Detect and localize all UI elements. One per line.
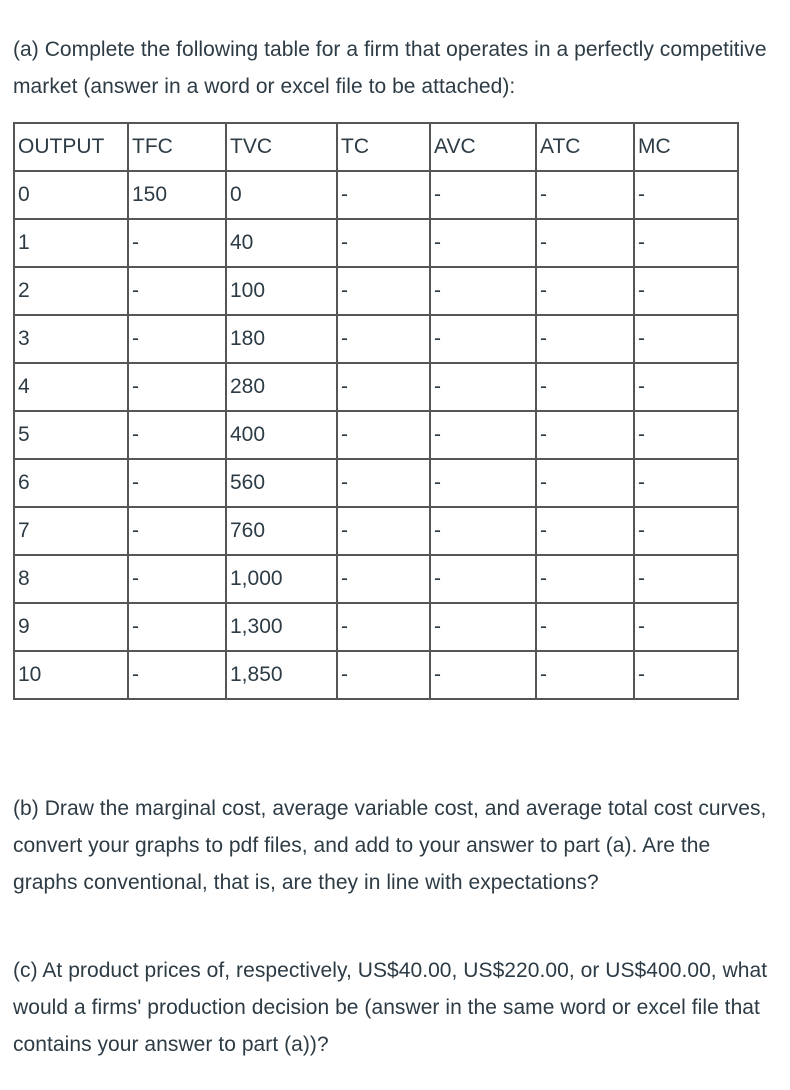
table-cell: - bbox=[128, 651, 226, 699]
table-cell: - bbox=[634, 315, 738, 363]
table-cell: - bbox=[128, 459, 226, 507]
table-cell: 760 bbox=[226, 507, 337, 555]
table-cell: - bbox=[634, 363, 738, 411]
table-cell: 0 bbox=[226, 171, 337, 219]
table-cell: - bbox=[634, 507, 738, 555]
table-row bbox=[14, 315, 738, 363]
table-cell: 3 bbox=[14, 315, 128, 363]
table-cell: - bbox=[430, 315, 536, 363]
table-cell: - bbox=[430, 267, 536, 315]
column-header-tc: TC bbox=[337, 123, 430, 171]
table-cell: - bbox=[337, 555, 430, 603]
table-cell: - bbox=[536, 219, 634, 267]
table-cell: - bbox=[634, 603, 738, 651]
part-a-instructions: (a) Complete the following table for a firm that operates in a perfectly competitive market (answer in a word or excel file to be attached): bbox=[13, 38, 767, 98]
table-cell: - bbox=[536, 555, 634, 603]
table-cell: - bbox=[430, 603, 536, 651]
table-cell: - bbox=[536, 171, 634, 219]
table-cell: - bbox=[430, 219, 536, 267]
table-cell: - bbox=[337, 219, 430, 267]
table-row bbox=[14, 459, 738, 507]
cost-table bbox=[13, 122, 739, 700]
table-cell: - bbox=[430, 651, 536, 699]
table-row bbox=[14, 651, 738, 699]
table-cell: - bbox=[634, 219, 738, 267]
table-cell: 1,000 bbox=[226, 555, 337, 603]
table-cell: 560 bbox=[226, 459, 337, 507]
table-cell: - bbox=[337, 651, 430, 699]
table-cell: 8 bbox=[14, 555, 128, 603]
table-cell: - bbox=[536, 459, 634, 507]
table-row bbox=[14, 363, 738, 411]
table-cell: 100 bbox=[226, 267, 337, 315]
table-row bbox=[14, 171, 738, 219]
table-cell: - bbox=[634, 411, 738, 459]
table-cell: 0 bbox=[14, 171, 128, 219]
table-cell: - bbox=[337, 363, 430, 411]
table-cell: 1,850 bbox=[226, 651, 337, 699]
table-cell: - bbox=[337, 411, 430, 459]
table-cell: - bbox=[430, 555, 536, 603]
table-row bbox=[14, 507, 738, 555]
table-cell: 5 bbox=[14, 411, 128, 459]
table-cell: - bbox=[634, 267, 738, 315]
table-cell: - bbox=[128, 603, 226, 651]
table-cell: - bbox=[536, 363, 634, 411]
table-cell: 400 bbox=[226, 411, 337, 459]
table-row bbox=[14, 603, 738, 651]
table-cell: 1,300 bbox=[226, 603, 337, 651]
table-cell: 1 bbox=[14, 219, 128, 267]
table-cell: - bbox=[128, 411, 226, 459]
table-cell: - bbox=[337, 171, 430, 219]
table-cell: - bbox=[634, 555, 738, 603]
table-cell: - bbox=[128, 267, 226, 315]
column-header-tvc: TVC bbox=[226, 123, 337, 171]
table-cell: - bbox=[536, 507, 634, 555]
table-cell: 10 bbox=[14, 651, 128, 699]
column-header-output: OUTPUT bbox=[14, 123, 128, 171]
table-header-row bbox=[14, 123, 738, 171]
part-b-instructions: (b) Draw the marginal cost, average variable cost, and average total cost curves, convert your graphs to pdf files, and add to your answer to part (a). Are the graphs conventional, that is, are they in line with expectations? bbox=[13, 797, 767, 894]
table-cell: - bbox=[337, 459, 430, 507]
column-header-tfc: TFC bbox=[128, 123, 226, 171]
table-cell: - bbox=[536, 603, 634, 651]
table-cell: - bbox=[430, 363, 536, 411]
table-cell: - bbox=[536, 411, 634, 459]
column-header-mc: MC bbox=[634, 123, 738, 171]
table-cell: - bbox=[536, 315, 634, 363]
table-cell: - bbox=[430, 171, 536, 219]
table-cell: 2 bbox=[14, 267, 128, 315]
table-cell: - bbox=[634, 651, 738, 699]
table-row bbox=[14, 411, 738, 459]
table-cell: - bbox=[536, 651, 634, 699]
table-cell: 6 bbox=[14, 459, 128, 507]
table-cell: 180 bbox=[226, 315, 337, 363]
table-cell: - bbox=[128, 363, 226, 411]
table-cell: - bbox=[128, 555, 226, 603]
table-cell: - bbox=[128, 315, 226, 363]
table-row bbox=[14, 219, 738, 267]
table-cell: - bbox=[337, 603, 430, 651]
table-cell: - bbox=[430, 411, 536, 459]
table-cell: 280 bbox=[226, 363, 337, 411]
table-cell: - bbox=[337, 315, 430, 363]
table-cell: 150 bbox=[128, 171, 226, 219]
table-cell: - bbox=[430, 507, 536, 555]
column-header-avc: AVC bbox=[430, 123, 536, 171]
table-cell: - bbox=[430, 459, 536, 507]
table-row bbox=[14, 267, 738, 315]
table-row bbox=[14, 555, 738, 603]
part-c-instructions: (c) At product prices of, respectively, US$40.00, US$220.00, or US$400.00, what would a firms' production decision be (answer in the same word or excel file that contains your answer to part (a))? bbox=[13, 959, 768, 1056]
table-cell: - bbox=[536, 267, 634, 315]
column-header-atc: ATC bbox=[536, 123, 634, 171]
table-cell: - bbox=[634, 459, 738, 507]
table-cell: - bbox=[128, 219, 226, 267]
table-cell: - bbox=[337, 507, 430, 555]
table-cell: 9 bbox=[14, 603, 128, 651]
table-cell: 40 bbox=[226, 219, 337, 267]
table-cell: - bbox=[634, 171, 738, 219]
table-cell: 4 bbox=[14, 363, 128, 411]
table-cell: 7 bbox=[14, 507, 128, 555]
table-cell: - bbox=[128, 507, 226, 555]
table-cell: - bbox=[337, 267, 430, 315]
